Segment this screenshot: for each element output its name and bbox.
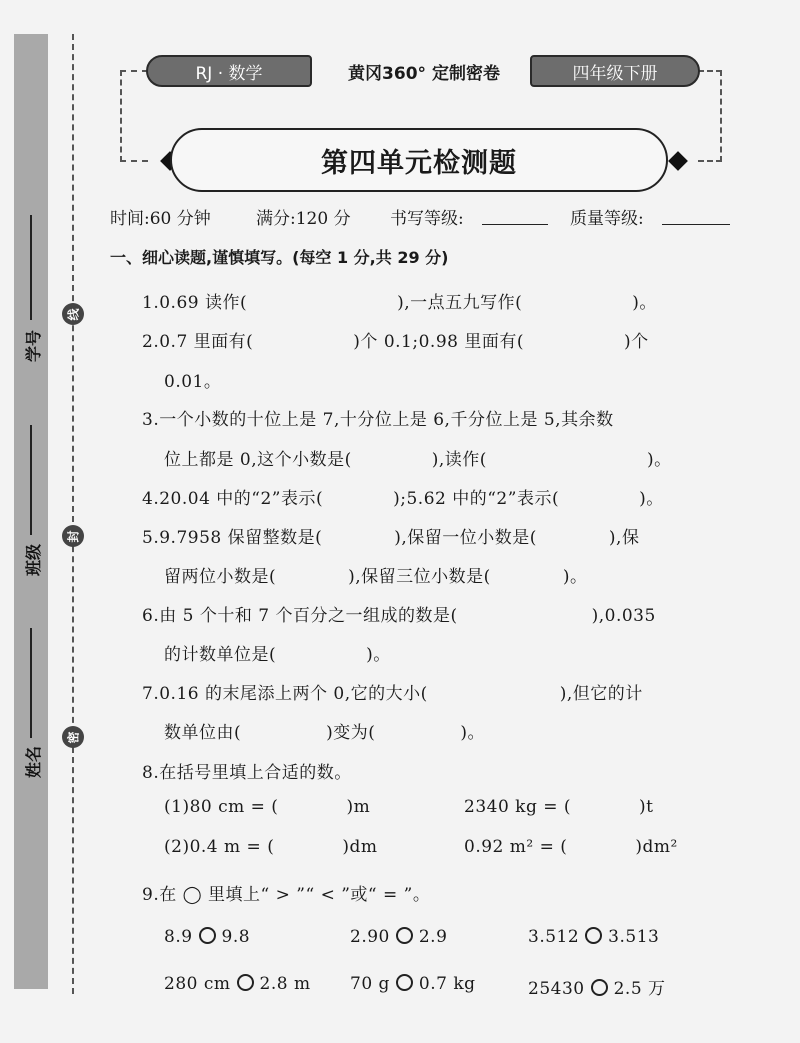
compare-1: 8.9 9.8: [164, 927, 251, 947]
question-5-cont: 留两位小数是( ),保留三位小数是( )。: [164, 567, 588, 587]
compare-circle-icon[interactable]: [585, 927, 602, 944]
compare-circle-icon[interactable]: [396, 974, 413, 991]
question-1: 1.0.69 读作( ),一点五九写作( )。: [142, 293, 657, 313]
question-8-1a: (1)80 cm = ( )m: [164, 797, 371, 817]
question-8: 8.在括号里填上合适的数。: [142, 763, 352, 783]
xingming-line: [30, 628, 32, 738]
compare-2: 2.90 2.9: [350, 927, 448, 947]
section-heading: 一、细心读题,谨慎填写。(每空 1 分,共 29 分): [110, 248, 449, 267]
question-6-cont: 的计数单位是( )。: [164, 645, 391, 665]
quality-grade-label: 质量等级:: [570, 209, 644, 229]
banji-label: 班级: [24, 543, 44, 577]
compare-6: 25430 2.5 万: [528, 979, 666, 999]
compare-3: 3.512 3.513: [528, 927, 660, 947]
question-8-2b: 0.92 m² = ( )dm²: [464, 837, 678, 857]
xuehao-line: [30, 215, 32, 320]
question-2: 2.0.7 里面有( )个 0.1;0.98 里面有( )个: [142, 332, 649, 352]
page-title: 第四单元检测题: [170, 128, 668, 192]
compare-circle-icon[interactable]: [237, 974, 254, 991]
right-bracket: [698, 70, 722, 162]
question-4: 4.20.04 中的“2”表示( );5.62 中的“2”表示( )。: [142, 489, 664, 509]
question-2-cont: 0.01。: [164, 372, 222, 392]
question-3-cont: 位上都是 0,这个小数是( ),读作( )。: [164, 450, 672, 470]
question-7-cont: 数单位由( )变为( )。: [164, 723, 486, 743]
score-info: 满分:120 分: [256, 209, 351, 229]
compare-circle-icon[interactable]: [396, 927, 413, 944]
question-8-1b: 2340 kg = ( )t: [464, 797, 654, 817]
question-8-2a: (2)0.4 m = ( )dm: [164, 837, 378, 857]
seal-mi: 密: [62, 726, 84, 748]
compare-circle-icon[interactable]: [199, 927, 216, 944]
question-7: 7.0.16 的末尾添上两个 0,它的大小( ),但它的计: [142, 684, 643, 704]
compare-circle-icon[interactable]: [591, 979, 608, 996]
writing-grade-blank[interactable]: [482, 224, 548, 225]
xuehao-label: 学号: [24, 329, 44, 363]
question-6: 6.由 5 个十和 7 个百分之一组成的数是( ),0.035: [142, 606, 656, 626]
subject-badge: RJ · 数学: [146, 55, 312, 87]
cut-line: [72, 34, 74, 994]
grade-badge: 四年级下册: [530, 55, 700, 87]
writing-grade-label: 书写等级:: [390, 209, 464, 229]
quality-grade-blank[interactable]: [662, 224, 730, 225]
diamond-right-icon: [668, 151, 688, 171]
question-5: 5.9.7958 保留整数是( ),保留一位小数是( ),保: [142, 528, 640, 548]
series-title: 黄冈360° 定制密卷: [348, 63, 500, 84]
compare-4: 280 cm 2.8 m: [164, 974, 311, 994]
seal-feng: 封: [62, 525, 84, 547]
compare-5: 70 g 0.7 kg: [350, 974, 476, 994]
banji-line: [30, 425, 32, 535]
seal-xian: 线: [62, 303, 84, 325]
time-info: 时间:60 分钟: [110, 209, 211, 229]
left-bracket: [120, 70, 148, 162]
question-3: 3.一个小数的十位上是 7,十分位上是 6,千分位上是 5,其余数: [142, 410, 614, 430]
xingming-label: 姓名: [24, 745, 44, 779]
question-9: 9.在 ◯ 里填上“ > ”“ < ”或“ = ”。: [142, 885, 431, 905]
